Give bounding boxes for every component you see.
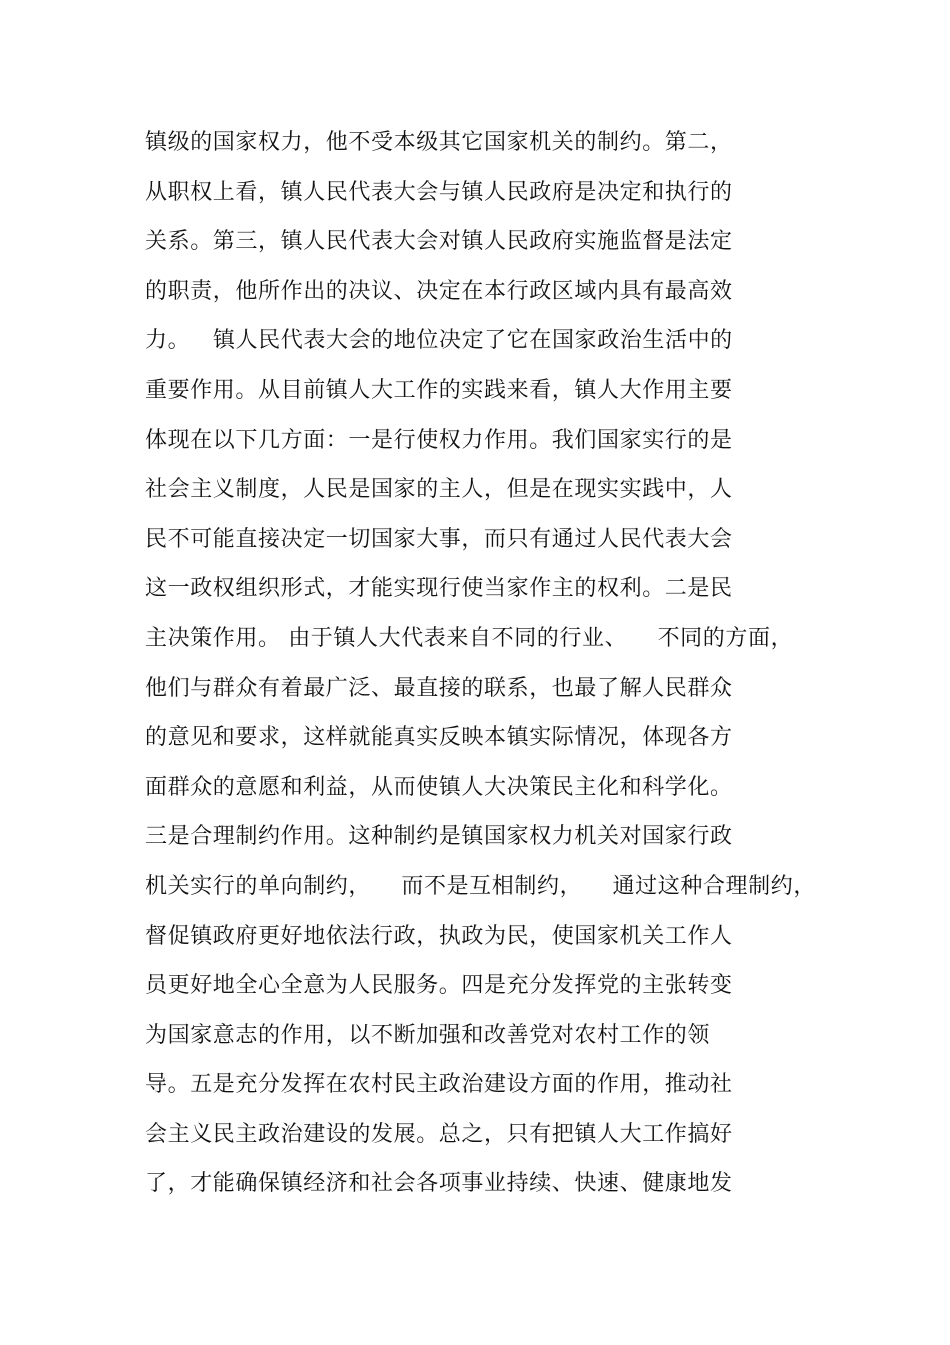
text-line: 面群众的意愿和利益，从而使镇人大决策民主化和科学化。 — [145, 774, 733, 800]
text-line: 重要作用。从目前镇人大工作的实践来看，镇人大作用主要 — [145, 377, 733, 403]
text-line: 社会主义制度，人民是国家的主人，但是在现实实践中，人 — [145, 477, 733, 503]
text-line: 从职权上看，镇人民代表大会与镇人民政府是决定和执行的 — [145, 179, 733, 205]
text-line: 主决策作用。 由于镇人大代表来自不同的行业、 不同的方面， — [145, 625, 794, 651]
text-line: 他们与群众有着最广泛、最直接的联系，也最了解人民群众 — [145, 675, 733, 701]
text-line: 这一政权组织形式，才能实现行使当家作主的权利。二是民 — [145, 576, 733, 602]
text-line: 体现在以下几方面：一是行使权力作用。我们国家实行的是 — [145, 427, 733, 453]
text-line: 督促镇政府更好地依法行政，执政为民，使国家机关工作人 — [145, 923, 733, 949]
text-line: 为国家意志的作用，以不断加强和改善党对农村工作的领 — [145, 1022, 711, 1048]
text-line: 三是合理制约作用。这种制约是镇国家权力机关对国家行政 — [145, 824, 733, 850]
text-line: 会主义民主政治建设的发展。总之，只有把镇人大工作搞好 — [145, 1121, 733, 1147]
text-line: 力。 镇人民代表大会的地位决定了它在国家政治生活中的 — [145, 328, 733, 354]
text-line: 导。五是充分发挥在农村民主政治建设方面的作用，推动社 — [145, 1072, 733, 1098]
body-text — [145, 123, 845, 1214]
text-line: 的意见和要求，这样就能真实反映本镇实际情况，体现各方 — [145, 725, 733, 751]
text-line: 员更好地全心全意为人民服务。四是充分发挥党的主张转变 — [145, 973, 733, 999]
text-line: 机关实行的单向制约， 而不是互相制约， 通过这种合理制约， — [145, 873, 816, 899]
text-line: 了，才能确保镇经济和社会各项事业持续、快速、健康地发 — [145, 1171, 733, 1197]
text-line: 关系。第三，镇人民代表大会对镇人民政府实施监督是法定 — [145, 229, 733, 255]
text-line: 民不可能直接决定一切国家大事，而只有通过人民代表大会 — [145, 526, 733, 552]
text-line: 镇级的国家权力，他不受本级其它国家机关的制约。第二， — [145, 130, 733, 155]
text-line: 的职责，他所作出的决议、决定在本行政区域内具有最高效 — [145, 278, 733, 304]
